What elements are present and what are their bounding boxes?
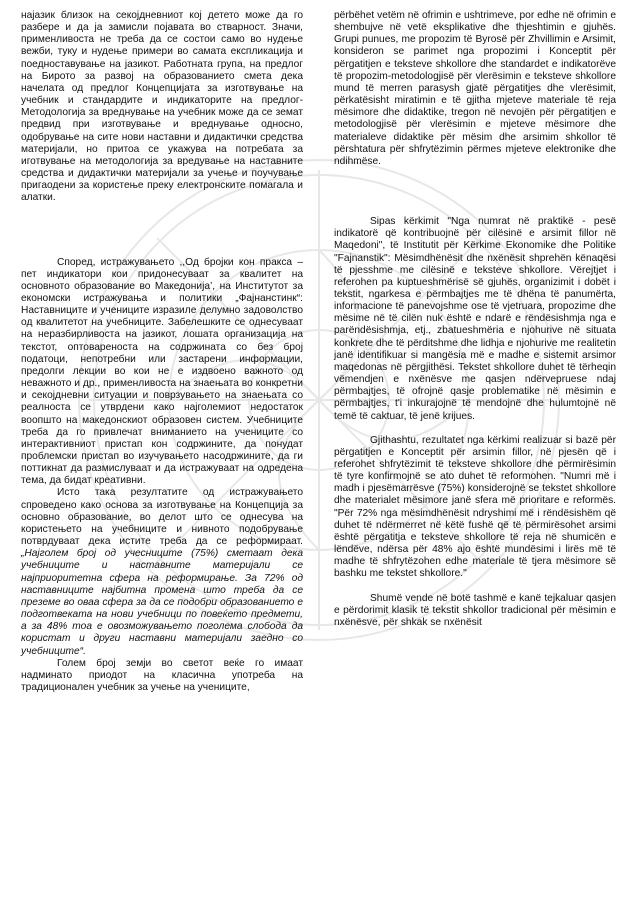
right-paragraph-4: Shumë vende në botë tashmë e kanë tejkaluar qasjen e përdorimit klasik të tekstit shkollor tradicional për mësimin e nxënësve, për shkak se nxënësit <box>334 592 616 628</box>
left-paragraph-3-text: Исто така резултатите од истражувањето спроведено како основа за изготвување на Концепција за основно образование, во делот што се однесува на користењето на учебниците и нивното подобрување потврдуваат дека истите треба да се реформираат. <box>21 487 303 548</box>
paragraph-spacer <box>334 581 616 593</box>
right-paragraph-2: Sipas kërkimit "Nga numrat në praktikë - pesë indikatorë që kontribuojnë për cilësinë e arsimit fillor në Maqedoni", të Institutit për Kërkime Ekonomike dhe Politike "Fajnanstik": Mësimdhënësit dhe nxënësit shprehën kënaqësi të pjesshme me cilësinë e teksteve shkollore. Vërejtjet i referohen pa kuptueshmërisë së gjuhës, organizimit i dobët i tekstit, ngarkesa e përmbajtjes me të dhëna të panumërta, informacione të panevojshme ose të vjetruara, propozime dhe mësime në të cilën nuk është e ndarë e rëndësishmja nga e parëndësishmja, etj., zbatueshmëria e njohurive në situata konkrete dhe të përditshme dhe lidhja e njohurive me realitetin janë identifikuar si mangësia më e madhe e sistemit arsimor maqedonas në përgjithësi. Tekstet shkollore duhet të tërheqin vëmendjen e nxënësve me qasjen ndërvepruese ndaj përmbajtjes, të ofrojnë qasje problematike në mësimin e përmbajtjes, t'i inkurajojnë të mendojnë dhe hulumtojnë në temë të caktuar, të jenë krijues. <box>334 216 616 422</box>
right-column-albanian <box>334 10 616 629</box>
right-paragraph-1: përbëhet vetëm në ofrimin e ushtrimeve, por edhe në ofrimin e shembujve në vetë eksplikative dhe thjeshtimin e gjuhës. Grupi punues, me propozim të Byrosë për Zhvillimin e Arsimit, konsideron se parimet nga propozimi i Konceptit për përgatitjen e teksteve shkollore dhe standardet e indikatorëve të propozim-metodologjisë për vlerësimin e teksteve shkollore mund të merren parasysh gjatë përgatitjes dhe vlerësimit, përkatësisht miratimin e të gjitha mjeteve materiale të reja mësimore dhe didaktike, tregon në nevojën për përgatitjen e metodologjisë për vlerësimin e mjeteve mësimore dhe materialeve didaktike për mësim dhe arsimim shkollor të përshtatura për shfrytëzimin përmes mjeteve elektronike dhe ndihmëse. <box>334 10 616 167</box>
paragraph-spacer <box>21 205 303 257</box>
left-column-macedonian <box>21 10 303 694</box>
left-paragraph-4: Голем број земји во светот веќе го имаат надминато приодот на класична употреба на традиционален учебник за учење на учениците, <box>21 657 303 693</box>
right-paragraph-3: Gjithashtu, rezultatet nga kërkimi realizuar si bazë për përgatitjen e Konceptit për arsimin fillor, në pjesën që i referohet shfrytëzimit të teksteve shkollore dhe përmirësimin të tyre konfirmojnë se ato duhet të reformohen. "Numri më i madh i pjesëmarrësve (75%) konsiderojnë se tekstet shkollore dhe materialet mësimore janë sfera më prioritare e reformës. "Për 72% nga mësimdhënësit ndryshimi më i rëndësishëm që duhet të ndërmerret në këtë fushë që të përmirësohet arsimi është përgatitja e teksteve shkollore të reja në shumicën e lëndëve, ndërsa për 48% ajo është mundësimi i lirës më të madhe të shfrytëzohen edhe materiale të tjera mësimore së bashku me tekstet shkollore." <box>334 434 616 580</box>
paragraph-spacer <box>334 168 616 216</box>
left-paragraph-2: Според, истражувањето ,,Од бројки кон пракса – пет индикатори кои придонесуваат за квалитет на основното образование во Македонија’, на Институтот за економски истражувања и политики „Фајнанстинк“: Наставниците и учениците изразиле делумно задоволство од квалитетот на учебниците. Забелешките се однесуваат на неразбирливоста на јазикот, лошата организација на текстот, оптовареноста на содржината со без број податоци, непотребни или застарени информации, предолги лекции во кои не е издвоено важното од неважното и др., применливоста на знаењата во конкретни и секојдневни ситуации и поврзувањето на знаењата со реалноста се утврдени како најголемиот недостаток воопшто на македонскиот образовен систем. Учебниците треба да го привлечат вниманието на учениците со интерактивниот пристап кон содржините, да понудат проблемски пристап во изучувањето насодржините, да ги поттикнат да размислуваат и да истражуваат на одредена тема, да бидат креативни. <box>21 256 303 487</box>
left-paragraph-3 <box>21 487 303 657</box>
left-paragraph-3-quote: „Најголем број од учесниците (75%) сметаат дека учебниците и наставните материјали се најприоритетна сфера на реформирање. За 72% од наставниците најбитна промена што треба да се преземе во оваа сфера за да се подобри образованието е подготвеката на нови учебници по повеќето предмети, а за 48% тоа е овозможувањето поголема слобода да користат и други наставни материјали заедно со учебниците“. <box>21 548 303 657</box>
paragraph-spacer <box>334 423 616 435</box>
left-paragraph-1: најазик близок на секојдневниот кој детето може да го разбере и да ја замисли појавата во стварност. Значи, применливоста не треба да се состои само во нудење вежби, туку и нудење примери во самата експликација и поедноставување на јазикот. Работната група, на предлог на Бирото за развој на образованието смета дека начелата од предлог Концепцијата за изготвување на учебник и стандардите и индикаторите на предлог-Методологија за вреднување на учебник може да се земат предвид при изготвување и вреднување односно, одобрување на сите нови наставни и дидактички средства материјали, но притоа се укажува на потребата за иготвување на методологија за вредување на наставните средства и дидактички материјали за учење и поучување пригаодени за користење преку електронските помагала и алатки. <box>21 10 303 204</box>
